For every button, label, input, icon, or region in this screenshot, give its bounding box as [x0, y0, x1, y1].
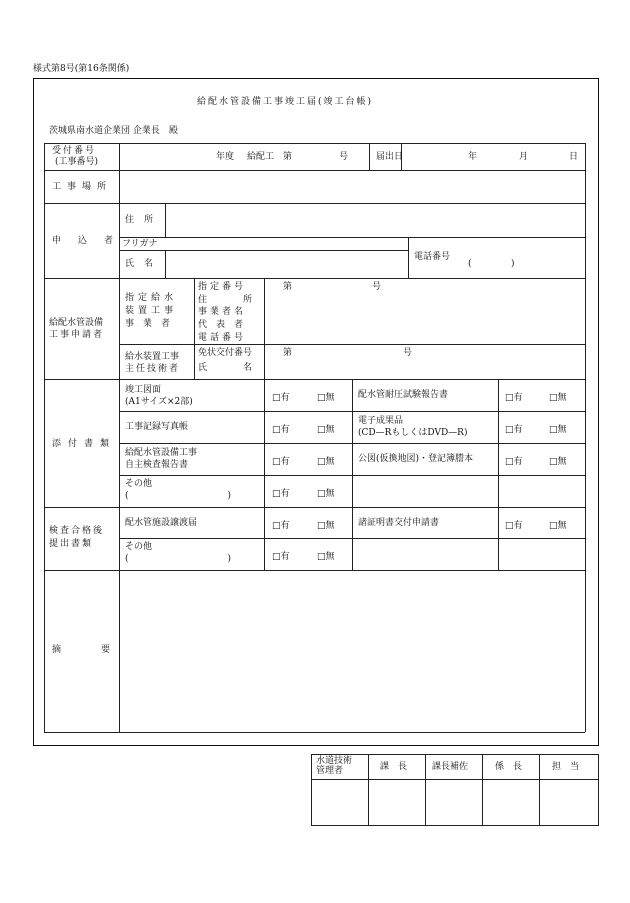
- attach-right-2: 電子成果品: [358, 416, 404, 426]
- date-month: 月: [519, 152, 529, 162]
- attach-left-1-sub: (A1サイズ×2部): [125, 397, 193, 407]
- attach-left-3-sub: 自主検査報告書: [125, 460, 189, 470]
- inspection-label-1: 検査合格後: [49, 526, 105, 536]
- attach-3-left-no-checkbox[interactable]: □無: [317, 457, 335, 467]
- inspect-1-left-yes-checkbox[interactable]: □有: [272, 521, 290, 531]
- phone-label: 電話番号: [414, 252, 451, 262]
- reception-prefix: 給配工 第: [247, 152, 293, 162]
- designation-number-label: 指定番号: [198, 282, 247, 292]
- inspect-1-left-no-checkbox[interactable]: □無: [317, 521, 335, 531]
- attach-3-right-yes-checkbox[interactable]: □有: [505, 457, 523, 467]
- inspection-label-2: 提出書類: [49, 539, 94, 549]
- inspect-1-right-no-checkbox[interactable]: □無: [549, 521, 567, 531]
- attach-1-right-no-checkbox[interactable]: □無: [549, 393, 567, 403]
- company-label-2: 装置工事: [125, 306, 178, 316]
- reception-label: 受付番号: [52, 146, 97, 156]
- form-title: 給配水管設備工事竣工届(竣工台帳): [197, 97, 374, 107]
- form-number: 様式第8号(第16条関係): [33, 64, 130, 74]
- attach-2-right-no-checkbox[interactable]: □無: [549, 425, 567, 435]
- phone-open: (: [468, 259, 472, 269]
- attach-2-left-yes-checkbox[interactable]: □有: [272, 425, 290, 435]
- representative-label: 代表者: [198, 320, 253, 330]
- reception-sublabel: (工事番号): [55, 157, 99, 167]
- stamp-subsection-chief: 係長: [495, 762, 532, 772]
- inspect-1-right-yes-checkbox[interactable]: □有: [505, 521, 523, 531]
- stamp-deputy-chief: 課長補佐: [432, 762, 469, 772]
- license-number-label: 免状交付番号: [198, 348, 253, 358]
- designation-go: 号: [372, 282, 382, 292]
- attach-left-2: 工事記録写真帳: [125, 422, 189, 432]
- attach-2-right-yes-checkbox[interactable]: □有: [505, 425, 523, 435]
- chief-engineer-label-2: 主任技術者: [125, 364, 181, 374]
- attach-left-4: その他: [125, 479, 153, 489]
- attach-4-left-yes-checkbox[interactable]: □有: [272, 489, 290, 499]
- attach-1-left-no-checkbox[interactable]: □無: [317, 393, 335, 403]
- chief-engineer-label-1: 給水装置工事: [125, 352, 180, 362]
- inspect-2-left-no-checkbox[interactable]: □無: [317, 552, 335, 562]
- attach-left-3: 給配水管設備工事: [125, 448, 198, 458]
- inspect-left-1: 配水管施設譲渡届: [125, 518, 198, 528]
- attach-3-right-no-checkbox[interactable]: □無: [549, 457, 567, 467]
- stamp-water-engineer-1: 水道技術: [316, 756, 353, 766]
- inspect-right-1: 諸証明書交付申請書: [358, 518, 440, 528]
- contractor-label-2: 工事申請者: [49, 330, 105, 340]
- contractor-label-1: 給配水管設備: [49, 318, 104, 328]
- phone-close: ): [511, 259, 515, 269]
- company-address-label: 住所: [198, 295, 289, 305]
- reception-year: 年度: [216, 152, 235, 162]
- inspect-left-2: その他: [125, 542, 153, 552]
- addressee: 茨城県南水道企業団 企業長 殿: [49, 126, 178, 136]
- site-label: 工事場所: [52, 182, 113, 192]
- attach-left-4-sub: ( ): [125, 491, 232, 501]
- designation-dai: 第: [283, 282, 293, 292]
- stamp-water-engineer-2: 管理者: [316, 766, 344, 776]
- stamp-section-chief: 課長: [380, 762, 417, 772]
- company-phone-label: 電話番号: [198, 333, 247, 343]
- applicant-address-label: 住所: [125, 215, 164, 225]
- remarks-label: 摘要: [52, 645, 151, 655]
- company-label-3: 事業者: [125, 319, 180, 329]
- site-input[interactable]: [121, 172, 583, 201]
- license-dai: 第: [283, 348, 293, 358]
- reception-number-suffix: 号: [339, 152, 349, 162]
- applicant-label: 申込者: [52, 236, 131, 246]
- applicant-furigana-label: フリガナ: [122, 239, 158, 249]
- attach-4-left-no-checkbox[interactable]: □無: [317, 489, 335, 499]
- attach-right-3: 公図(仮換地図)・登記簿謄本: [358, 454, 474, 464]
- date-year: 年: [468, 152, 478, 162]
- engineer-name-label: 氏名: [198, 363, 289, 373]
- attach-right-2-sub: (CD—RもしくはDVD—R): [358, 428, 468, 438]
- attachments-label: 添付書類: [52, 439, 117, 449]
- stamp-staff: 担当: [552, 762, 589, 772]
- attach-2-left-no-checkbox[interactable]: □無: [317, 425, 335, 435]
- attach-left-1: 竣工図面: [125, 385, 162, 395]
- inspect-2-left-yes-checkbox[interactable]: □有: [272, 552, 290, 562]
- company-label-1: 指定給水: [125, 293, 178, 303]
- attach-right-1: 配水管耐圧試験報告書: [358, 390, 449, 400]
- date-day: 日: [569, 152, 579, 162]
- applicant-name-label: 氏名: [125, 259, 164, 269]
- submission-date-label: 届出日: [376, 152, 404, 162]
- attach-3-left-yes-checkbox[interactable]: □有: [272, 457, 290, 467]
- company-name-label: 事業者名: [198, 307, 247, 317]
- attach-1-left-yes-checkbox[interactable]: □有: [272, 393, 290, 403]
- remarks-area[interactable]: [121, 572, 583, 730]
- license-go: 号: [403, 348, 413, 358]
- inspect-left-2-sub: ( ): [125, 554, 232, 564]
- attach-1-right-yes-checkbox[interactable]: □有: [505, 393, 523, 403]
